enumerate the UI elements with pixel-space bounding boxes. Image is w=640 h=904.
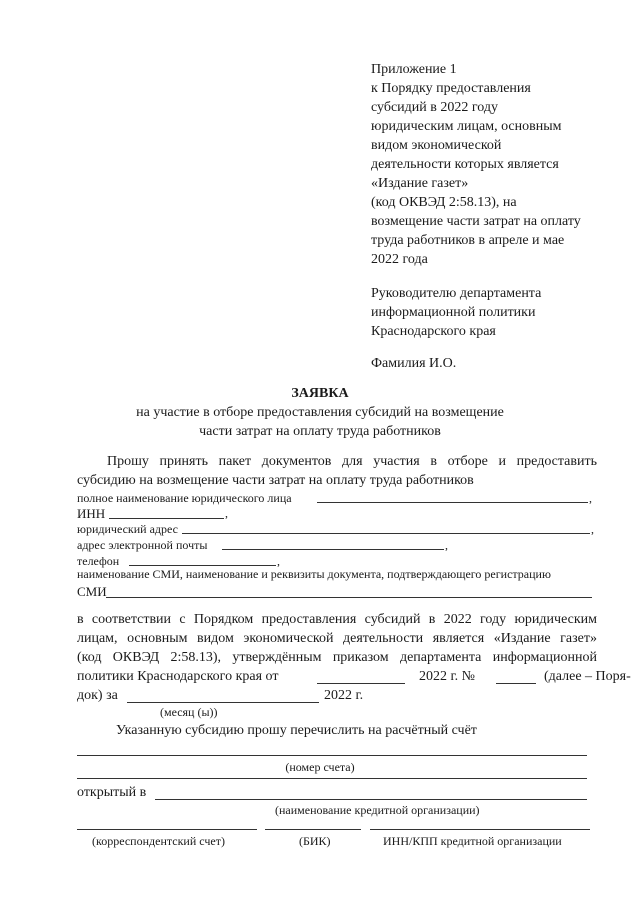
email-label: адрес электронной почты [77,538,208,552]
transfer-text: Указанную субсидию прошу перечислить на расчётный счёт [116,723,477,738]
order-line: лицам, основным видом экономической деятельности является «Издание газет» [77,631,597,646]
addressee-line: Краснодарского края [371,324,496,339]
appendix-line: юридическим лицам, основным [371,119,562,134]
comma: , [225,506,228,520]
bank-field[interactable] [155,799,587,800]
order-line: (код ОКВЭД 2:58.13), утверждённым приказом департамента информационной [77,650,597,665]
month-hint: (месяц (ы)) [160,705,218,719]
bank-hint: (наименование кредитной организации) [275,803,480,817]
order-line: (далее – Поря- [544,669,631,684]
appendix-line: деятельности которых является [371,157,559,172]
order-number-field[interactable] [496,683,536,684]
order-line: док) за [77,688,118,703]
email-field[interactable] [222,549,444,550]
order-year-label: 2022 г. № [419,669,476,684]
account-field[interactable] [77,755,587,756]
title-subline: на участие в отборе предоставления субсидий на возмещение [136,405,504,420]
appendix-line: (код ОКВЭД 2:58.13), на [371,195,517,210]
appendix-line: «Издание газет» [371,176,469,191]
fullname-label: полное наименование юридического лица [77,491,292,505]
account-hint: (номер счета) [285,760,355,774]
address-field[interactable] [182,533,590,534]
bik-field[interactable] [265,829,361,830]
corr-account-field[interactable] [77,829,257,830]
comma: , [445,538,448,552]
inn-field[interactable] [109,518,224,519]
appendix-line: к Порядку предоставления [371,81,531,96]
corr-account-hint: (корреспондентский счет) [92,834,225,848]
comma: , [589,491,592,505]
opened-label: открытый в [77,785,147,800]
document-title: ЗАЯВКА [291,386,349,401]
appendix-line: труда работников в апреле и мае [371,233,565,248]
order-line: в соответствии с Порядком предоставления субсидий в 2022 году юридическим [77,612,597,627]
appendix-line: видом экономической [371,138,502,153]
intro-line-2: субсидию на возмещение части затрат на оплату труда работников [77,473,474,488]
comma: , [591,522,594,536]
appendix-line: возмещение части затрат на оплату [371,214,581,229]
address-label: юридический адрес [77,522,178,536]
comma: , [277,554,280,568]
month-field[interactable] [127,702,319,703]
bik-hint: (БИК) [299,834,331,848]
addressee-name: Фамилия И.О. [371,356,457,371]
intro-line-1: Прошу принять пакет документов для участия в отборе и предоставить [107,454,597,469]
phone-field[interactable] [129,565,276,566]
addressee-line: Руководителю департамента [371,286,542,301]
order-line: 2022 г. [324,688,364,703]
account-field-extra[interactable] [77,778,587,779]
fullname-field[interactable] [317,502,588,503]
media-label: наименование СМИ, наименование и реквизиты документа, подтверждающего регистрацию [77,567,551,581]
order-date-field[interactable] [317,683,405,684]
appendix-line: субсидий в 2022 году [371,100,499,115]
phone-label: телефон [77,554,120,568]
order-line: политики Краснодарского края от [77,669,279,684]
inn-label: ИНН [77,506,106,521]
smi-field[interactable] [106,597,592,598]
inn-kpp-hint: ИНН/КПП кредитной организации [383,834,562,848]
smi-label: СМИ [77,584,107,599]
appendix-line: 2022 года [371,252,428,267]
inn-kpp-field[interactable] [370,829,590,830]
addressee-line: информационной политики [371,305,536,320]
appendix-line: Приложение 1 [371,62,457,77]
title-subline: части затрат на оплату труда работников [199,424,441,439]
